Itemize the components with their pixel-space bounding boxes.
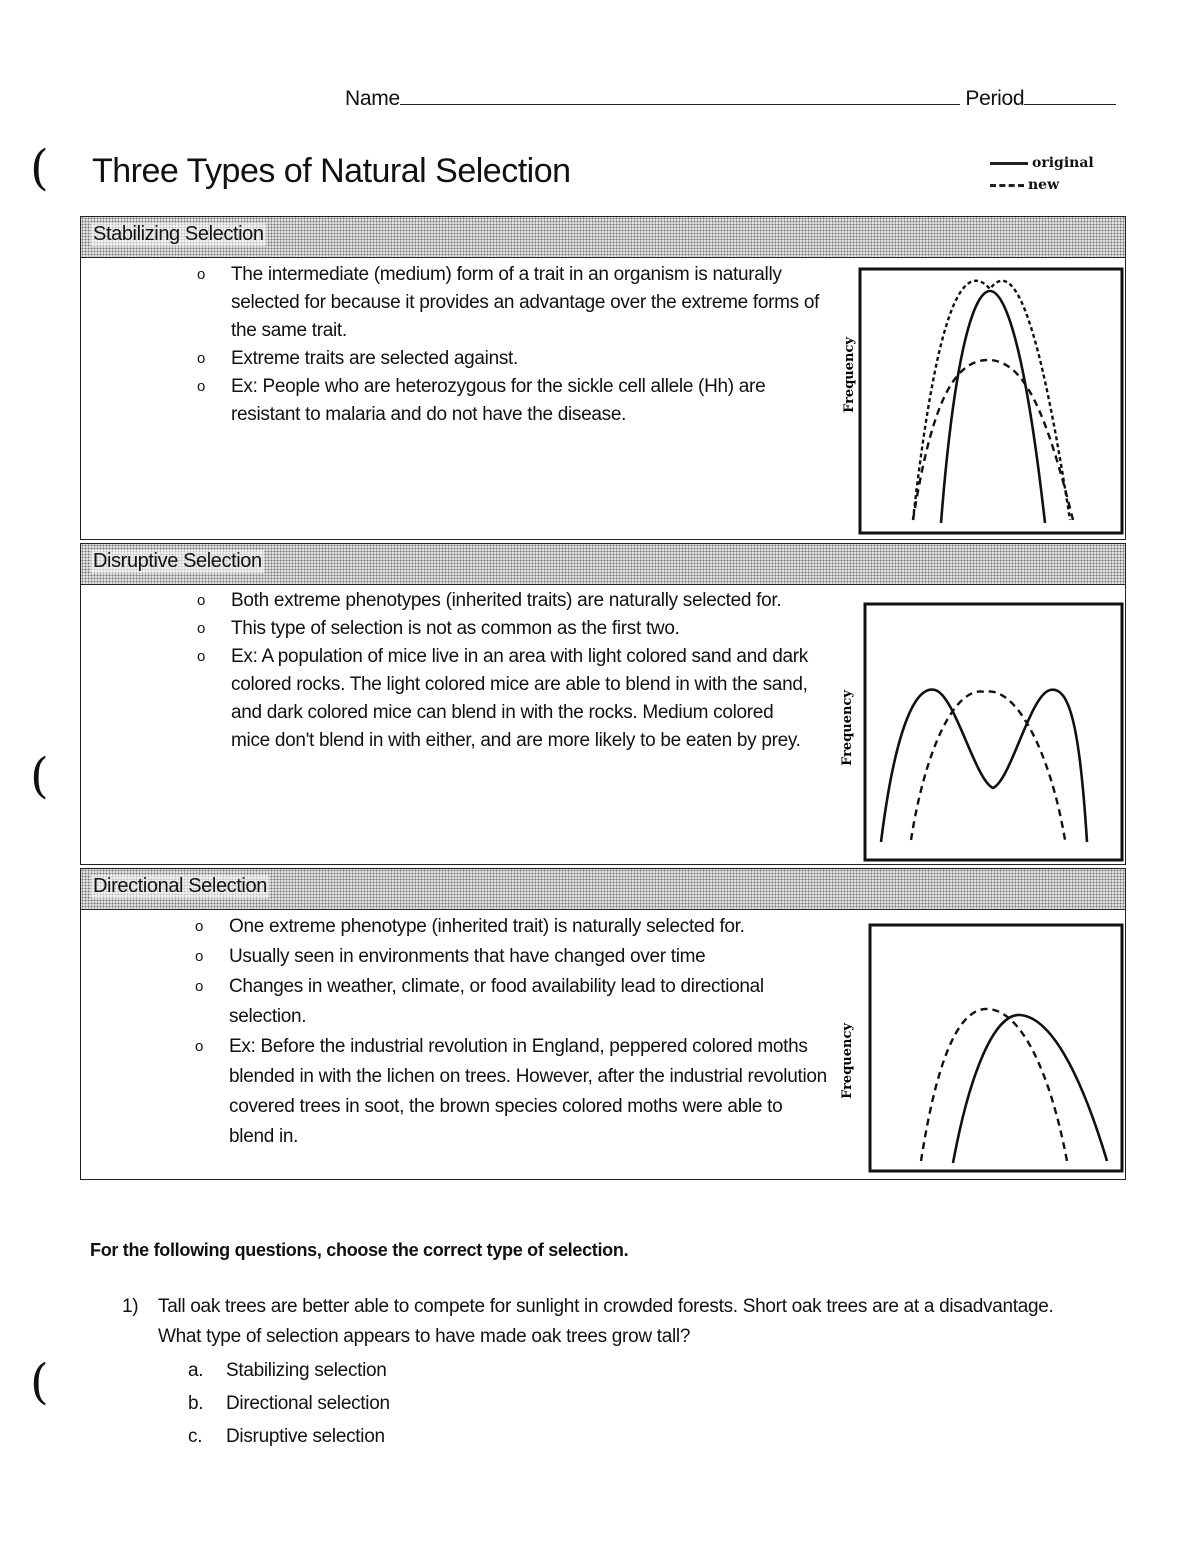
original-curve bbox=[913, 281, 1070, 520]
binder-hole-mark-middle: ( bbox=[30, 748, 49, 804]
section-stabilizing bbox=[80, 216, 1126, 540]
name-field[interactable] bbox=[400, 86, 960, 105]
graph-frame bbox=[870, 925, 1122, 1171]
new-curve bbox=[881, 690, 1087, 842]
bullet-item: o This type of selection is not as common as the first two. bbox=[197, 615, 817, 643]
binder-hole-mark-top: ( bbox=[30, 140, 49, 196]
bullet-list bbox=[197, 261, 837, 429]
graph-ylabel: Frequency bbox=[842, 337, 857, 413]
bullet-item: o Ex: Before the industrial revolution in England, peppered colored moths blended in with the lichen on trees. However, after the industrial revolution covered trees in soot, the brown species colored moths were able to blend in. bbox=[195, 1032, 829, 1152]
option-letter: a. bbox=[188, 1360, 204, 1381]
option-text: Disruptive selection bbox=[226, 1426, 385, 1447]
graph-frame bbox=[860, 269, 1122, 533]
name-period-line bbox=[345, 86, 1116, 111]
binder-hole-mark-bottom: ( bbox=[30, 1354, 49, 1410]
new-curve bbox=[941, 291, 1045, 523]
legend-original-label: original bbox=[1032, 155, 1094, 171]
section-heading: Disruptive Selection bbox=[93, 550, 262, 572]
answer-option-b[interactable] bbox=[188, 1387, 1062, 1420]
bullet-item: o Ex: People who are heterozygous for the sickle cell allele (Hh) are resistant to malaria and do not have the disease. bbox=[197, 373, 837, 429]
option-text: Directional selection bbox=[226, 1393, 390, 1414]
instructions: For the following questions, choose the correct type of selection. bbox=[90, 1240, 629, 1260]
section-heading-bar bbox=[81, 217, 1125, 258]
bullet-item: o Usually seen in environments that have changed over time bbox=[195, 942, 829, 972]
original-curve bbox=[911, 691, 1065, 840]
option-letter: b. bbox=[188, 1393, 204, 1414]
solid-line-swatch bbox=[990, 162, 1028, 165]
period-label: Period bbox=[965, 87, 1025, 110]
bullet-list bbox=[197, 587, 817, 755]
section-heading: Stabilizing Selection bbox=[93, 223, 264, 245]
bullet-item: o The intermediate (medium) form of a trait in an organism is naturally selected for because it provides an advantage over the extreme forms of the same trait. bbox=[197, 261, 837, 345]
bullet-item: o Ex: A population of mice live in an area with light colored sand and dark colored rocks. The light colored mice are able to blend in with the sand, and dark colored mice can blend in with the rocks. Medium colored mice don't blend in with either, and are more likely to be eaten by prey. bbox=[197, 643, 817, 755]
section-heading-bar bbox=[81, 869, 1125, 910]
graph-ylabel: Frequency bbox=[840, 690, 855, 766]
question-text: Tall oak trees are better able to compete for sunlight in crowded forests. Short oak trees are at a disadvantage. What type of selection appears to have made oak trees grow tall? bbox=[158, 1296, 1054, 1347]
option-text: Stabilizing selection bbox=[226, 1360, 387, 1381]
legend-new bbox=[990, 174, 1094, 196]
legend-new-label: new bbox=[1028, 177, 1060, 193]
graph-legend bbox=[990, 152, 1094, 196]
answer-options bbox=[188, 1354, 1062, 1453]
page-title: Three Types of Natural Selection bbox=[92, 152, 571, 190]
answer-option-c[interactable] bbox=[188, 1420, 1062, 1453]
name-label: Name bbox=[345, 87, 400, 110]
bullet-item: o Extreme traits are selected against. bbox=[197, 345, 837, 373]
graph-ylabel: Frequency bbox=[840, 1023, 855, 1099]
bullet-list bbox=[195, 912, 829, 1152]
original-curve-wide bbox=[913, 360, 1073, 520]
period-field[interactable] bbox=[1024, 86, 1116, 105]
new-curve bbox=[953, 1015, 1107, 1163]
bullet-item: o Changes in weather, climate, or food availability lead to directional selection. bbox=[195, 972, 829, 1032]
section-heading: Directional Selection bbox=[93, 875, 267, 897]
section-heading-bar bbox=[81, 544, 1125, 585]
bullet-item: o One extreme phenotype (inherited trait) is naturally selected for. bbox=[195, 912, 829, 942]
dashed-line-swatch bbox=[990, 184, 1024, 187]
option-letter: c. bbox=[188, 1426, 203, 1447]
question-1 bbox=[122, 1292, 1062, 1453]
answer-option-a[interactable] bbox=[188, 1354, 1062, 1387]
legend-original bbox=[990, 152, 1094, 174]
stabilizing-graph bbox=[825, 265, 1125, 537]
section-disruptive bbox=[80, 543, 1126, 865]
section-directional bbox=[80, 868, 1126, 1180]
question-number: 1) bbox=[122, 1296, 139, 1317]
disruptive-graph bbox=[825, 600, 1125, 864]
bullet-item: o Both extreme phenotypes (inherited traits) are naturally selected for. bbox=[197, 587, 817, 615]
directional-graph bbox=[825, 921, 1125, 1177]
